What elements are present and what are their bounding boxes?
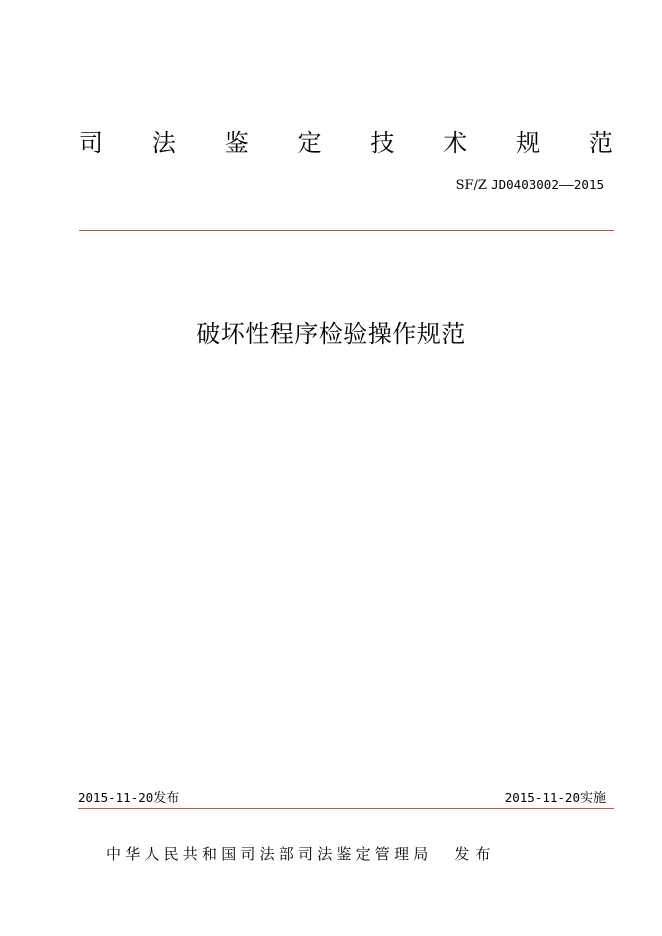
effective-date [505, 789, 606, 808]
series-title-char: 鉴 [224, 129, 249, 157]
publish-date [78, 789, 179, 808]
series-title-char: 技 [370, 129, 395, 157]
series-title-char: 术 [443, 129, 468, 157]
effective-date-label: 实施 [579, 791, 606, 806]
footer-divider [78, 808, 614, 809]
series-title [79, 127, 613, 159]
series-title-char: 法 [151, 129, 176, 157]
document-code-number: JD0403002——2015 [491, 177, 604, 192]
header-divider [79, 230, 614, 231]
effective-date-value: 2015-11-20 [504, 790, 580, 805]
publish-date-value: 2015-11-20 [78, 790, 154, 805]
series-title-char: 定 [297, 129, 322, 157]
series-title-char: 规 [516, 129, 541, 157]
issuer-line [106, 843, 496, 865]
document-code [456, 176, 604, 195]
document-code-prefix: SF/Z [455, 178, 487, 193]
series-title-char: 范 [588, 129, 613, 157]
publish-date-label: 发布 [153, 791, 180, 806]
issuer-name: 中华人民共和国司法部司法鉴定管理局 [106, 845, 433, 863]
document-title: 破坏性程序检验操作规范 [196, 320, 466, 348]
issuer-action: 发布 [454, 845, 497, 863]
series-title-char: 司 [79, 129, 103, 157]
